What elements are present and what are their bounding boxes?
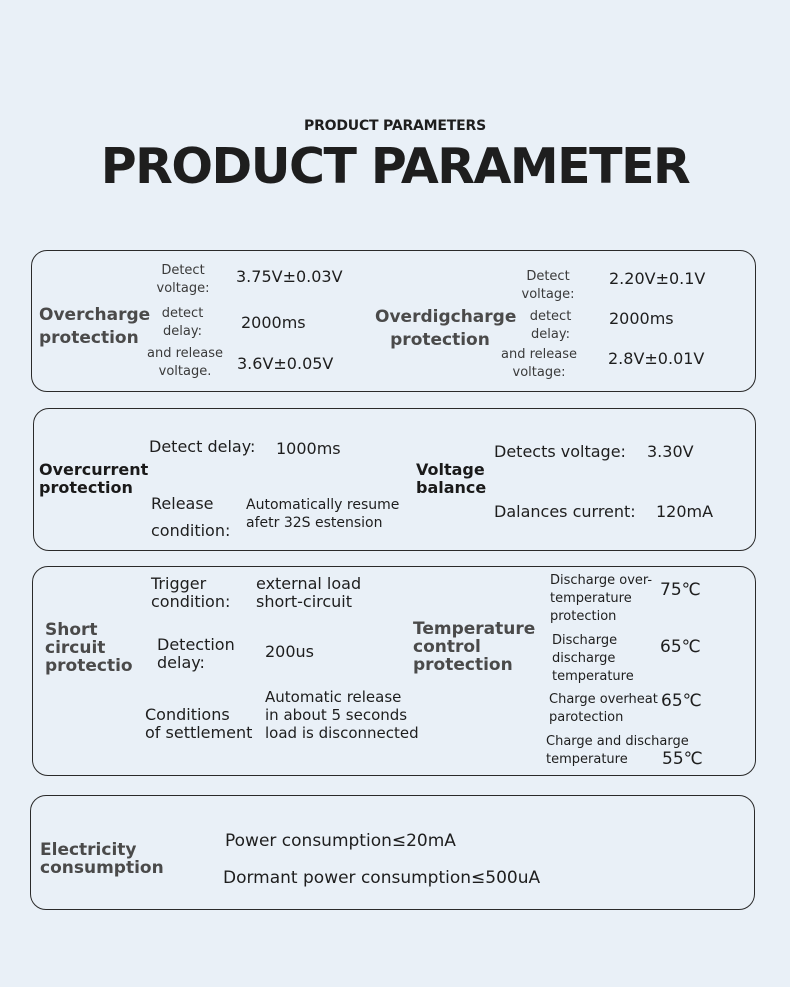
overdischarge-detect-delay-value: 2000ms: [609, 309, 674, 328]
overcharge-release-voltage-value: 3.6V±0.05V: [237, 354, 334, 373]
short-trigger-label: Trigger condition:: [151, 574, 231, 611]
power-consumption-value: ≤20mA: [391, 831, 456, 851]
overdischarge-detect-voltage-value: 2.20V±0.1V: [609, 269, 706, 288]
balance-detect-voltage-label: Detects voltage:: [494, 442, 626, 461]
overcurrent-detect-delay-label: Detect delay:: [149, 437, 256, 456]
overcharge-release-voltage-label: and release voltage.: [147, 346, 223, 379]
overcharge-detect-delay-label: detect delay:: [161, 306, 204, 339]
temp-discharge-over-value: 75℃: [660, 580, 701, 600]
power-consumption-label: Power consumption: [225, 831, 392, 851]
temp-discharge-over-label: Discharge over- temperature protection: [550, 573, 653, 624]
overcharge-detect-delay-value: 2000ms: [241, 313, 306, 332]
dormant-consumption-value: ≤500uA: [471, 868, 541, 888]
balance-current-value: 120mA: [656, 502, 714, 521]
short-settle-value: Automatic release in about 5 seconds load is disconnected: [265, 688, 419, 742]
temperature-title: Temperature control protection: [413, 619, 536, 675]
overdischarge-release-voltage-label: and release voltage:: [501, 347, 577, 380]
temp-charge-discharge-value: 55℃: [662, 749, 703, 769]
short-trigger-value: external load short-circuit: [256, 574, 362, 611]
temp-discharge-label: Discharge discharge temperature: [552, 633, 634, 684]
balance-detect-voltage-value: 3.30V: [647, 442, 694, 461]
electricity-title: Electricity consumption: [40, 840, 164, 878]
overcurrent-release-label: Release condition:: [151, 494, 231, 540]
page-title: PRODUCT PARAMETER: [100, 138, 690, 195]
page-eyebrow: PRODUCT PARAMETERS: [304, 118, 486, 134]
dormant-consumption-label: Dormant power consumption: [223, 868, 472, 888]
voltage-balance-title: Voltage balance: [416, 460, 487, 497]
temp-charge-overheat-value: 65℃: [661, 691, 702, 711]
overdischarge-release-voltage-value: 2.8V±0.01V: [608, 349, 705, 368]
short-delay-value: 200us: [265, 642, 315, 661]
overcharge-detect-voltage-label: Detect voltage:: [156, 263, 210, 296]
power-consumption-row: [225, 831, 456, 850]
dormant-consumption-row: [223, 868, 540, 887]
overcharge-detect-voltage-value: 3.75V±0.03V: [236, 267, 343, 286]
balance-current-label: Dalances current:: [494, 502, 636, 521]
temp-charge-overheat-label: Charge overheat parotection: [549, 692, 658, 725]
overdischarge-title: Overdigcharge protection: [375, 307, 517, 350]
short-circuit-title: Short circuit protectio: [45, 620, 133, 676]
overdischarge-detect-delay-label: detect delay:: [529, 309, 572, 342]
temp-discharge-value: 65℃: [660, 637, 701, 657]
overcurrent-detect-delay-value: 1000ms: [276, 439, 341, 458]
overdischarge-detect-voltage-label: Detect voltage:: [521, 269, 575, 302]
temp-charge-discharge-label: Charge and discharge temperature: [546, 734, 689, 767]
overcurrent-title: Overcurrent protection: [39, 460, 149, 497]
short-settle-label: Conditions of settlement: [145, 705, 253, 742]
overcharge-title: Overcharge protection: [39, 305, 151, 348]
short-delay-label: Detection delay:: [157, 635, 235, 672]
overcurrent-release-value: Automatically resume afetr 32S estension: [246, 497, 400, 531]
